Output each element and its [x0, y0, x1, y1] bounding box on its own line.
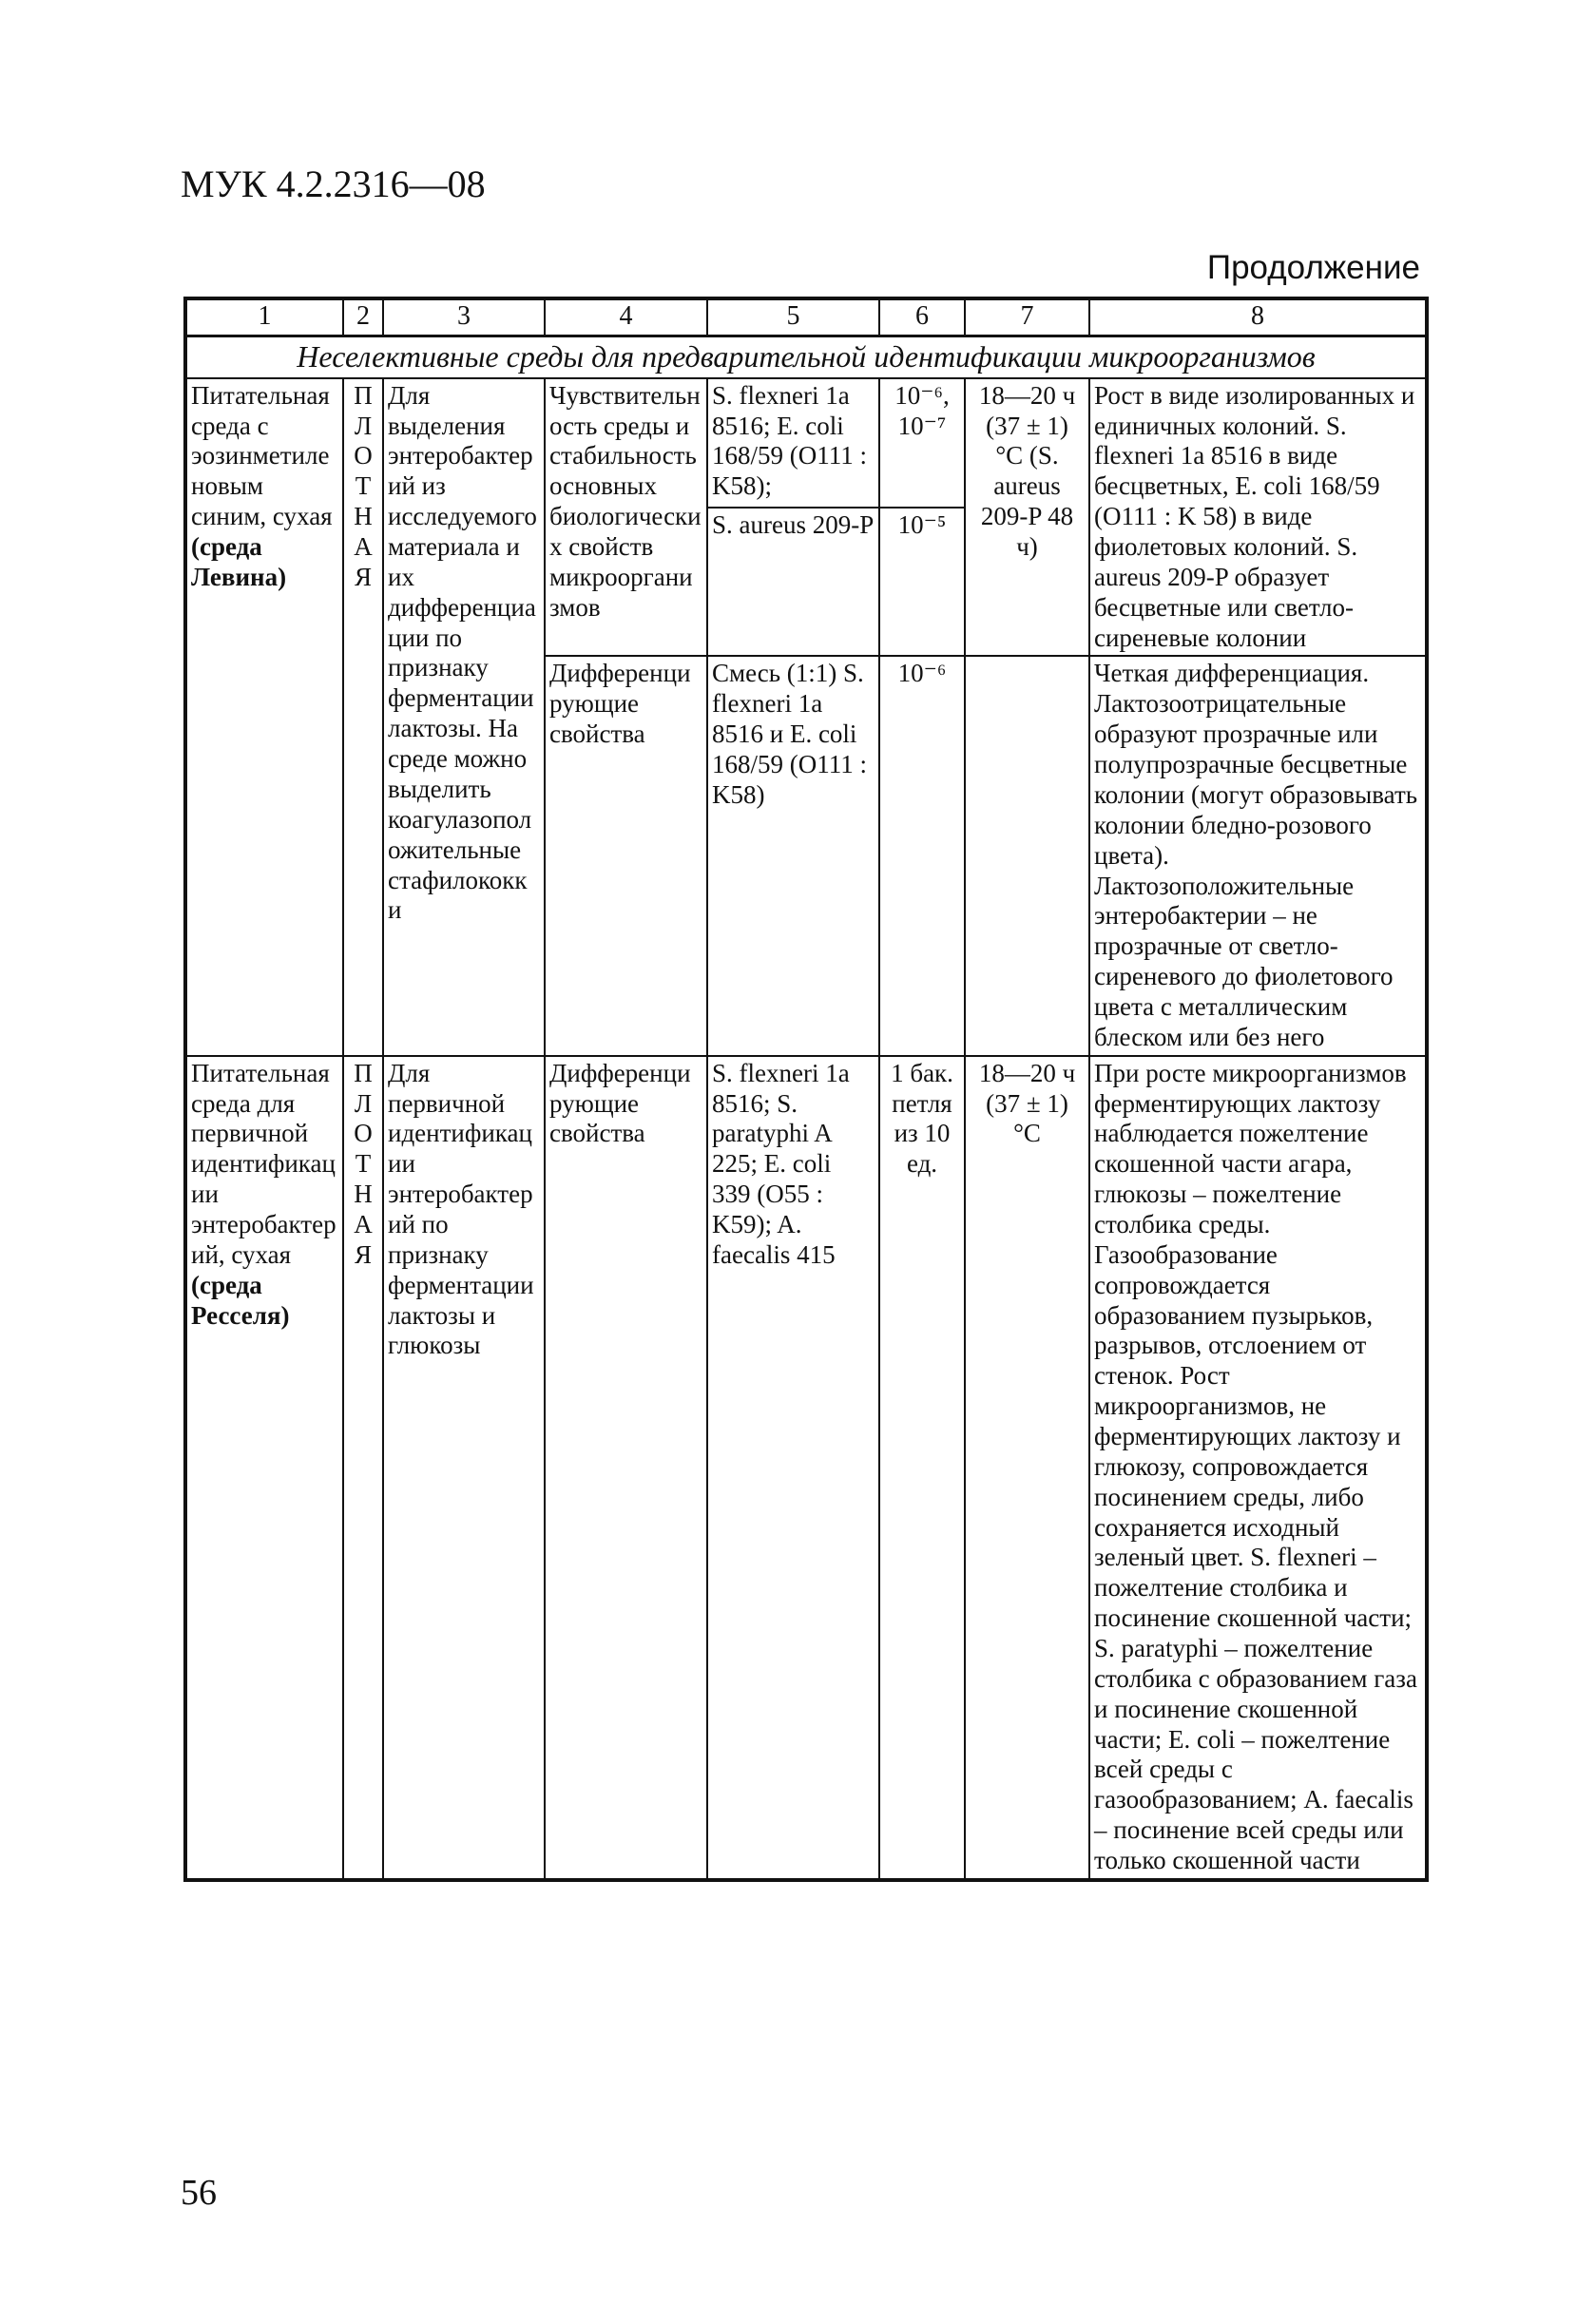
result-cell: При росте микроорганизмов ферментирующих лактозу наблюдается пожелтение скошенной части агара, глюкозы – пожелтение столбика среды. Газообразование сопровождается образованием пузырьков, разрывов, отслоением от стенок. Рост микроорганизмов, не ферментирующих лактозу и глюкозу, сопровождается посинением среды, либо сохраняется исходный зеленый цвет. S. flexneri – пожелтение столбика и посинение скошенной части; S. paratyphi – пожелтение столбика с образованием газа и посинение скошенной части; E. coli – пожелтение всей среды с газообразованием; A. faecalis – посинение всей среды или только скошенной части — [1089, 1056, 1427, 1880]
incubation-cell: 18—20 ч (37 ± 1) °С (S. aureus 209-P 48 ч) — [965, 378, 1089, 657]
table-row — [185, 1056, 1427, 1880]
consistency-cell: П Л О Т Н А Я — [343, 1056, 383, 1880]
medium-name: Питательная среда для первичной идентификации энтеробактерий, сухая — [191, 1058, 337, 1269]
medium-name: Питательная среда с эозинметиленовым синим, сухая — [191, 380, 333, 531]
column-header: 8 — [1089, 298, 1427, 336]
page-number: 56 — [181, 2173, 217, 2213]
result-cell: Четкая дифференциация. Лактозоотрицательные образуют прозрачные или полупрозрачные бесцветные колонии (могут образовывать колонии бледно-розового цвета). Лактозоположительные энтеробактерии – не прозрачные от светло-сиреневого до фиолетового цвета с металлическим блеском или без него — [1089, 656, 1427, 1055]
dilution-cell: 10⁻⁵ — [879, 508, 965, 656]
column-header: 2 — [343, 298, 383, 336]
column-header: 7 — [965, 298, 1089, 336]
strain-cell: Смесь (1:1) S. flexneri 1a 8516 и E. coli 168/59 (O111 : K58) — [707, 656, 879, 1055]
page-header: МУК 4.2.2316—08 — [181, 163, 486, 205]
purpose-cell: Для выделения энтеробактерий из исследуемого материала и их дифференциации по признаку ферментации лактозы. На среде можно выделить коагулазоположительные стафилококки — [383, 378, 545, 1056]
purpose-cell: Для первичной идентификации энтеробактерий по признаку ферментации лактозы и глюкозы — [383, 1056, 545, 1880]
strain-cell: S. flexneri 1a 8516; E. coli 168/59 (O111 : K58); — [707, 378, 879, 509]
section-row — [185, 336, 1427, 378]
continuation-label: Продолжение — [1206, 249, 1420, 286]
result-cell: Рост в виде изолированных и единичных колоний. S. flexneri 1a 8516 в виде бесцветных, E. coli 168/59 (O111 : K 58) в виде фиолетовых колоний. S. aureus 209-P образует бесцветные или светло-сиреневые колонии — [1089, 378, 1427, 657]
column-header: 1 — [185, 298, 343, 336]
indicator-cell: Чувствительность среды и стабильность основных биологических свойств микроорганизмов — [545, 378, 707, 657]
media-table — [183, 297, 1429, 1882]
strain-cell: S. flexneri 1a 8516; S. paratyphi A 225; E. coli 339 (O55 : K59); A. faecalis 415 — [707, 1056, 879, 1880]
column-header: 6 — [879, 298, 965, 336]
dilution-cell: 10⁻⁶, 10⁻⁷ — [879, 378, 965, 509]
indicator-cell: Дифференцирующие свойства — [545, 656, 707, 1055]
dilution-cell: 1 бак. петля из 10 ед. — [879, 1056, 965, 1880]
column-header: 5 — [707, 298, 879, 336]
medium-alias: (среда Левина) — [191, 532, 287, 591]
section-title: Неселективные среды для предварительной идентификации микроорганизмов — [185, 336, 1427, 378]
column-number-row — [185, 298, 1427, 336]
medium-name-cell — [185, 1056, 343, 1880]
table-row — [185, 378, 1427, 509]
indicator-cell: Дифференцирующие свойства — [545, 1056, 707, 1880]
strain-cell: S. aureus 209-P — [707, 508, 879, 656]
consistency-cell: П Л О Т Н А Я — [343, 378, 383, 1056]
column-header: 3 — [383, 298, 545, 336]
medium-alias: (среда Ресселя) — [191, 1270, 290, 1330]
incubation-cell: 18—20 ч (37 ± 1) °С — [965, 1056, 1089, 1880]
column-header: 4 — [545, 298, 707, 336]
medium-name-cell — [185, 378, 343, 1056]
incubation-cell — [965, 656, 1089, 1055]
dilution-cell: 10⁻⁶ — [879, 656, 965, 1055]
